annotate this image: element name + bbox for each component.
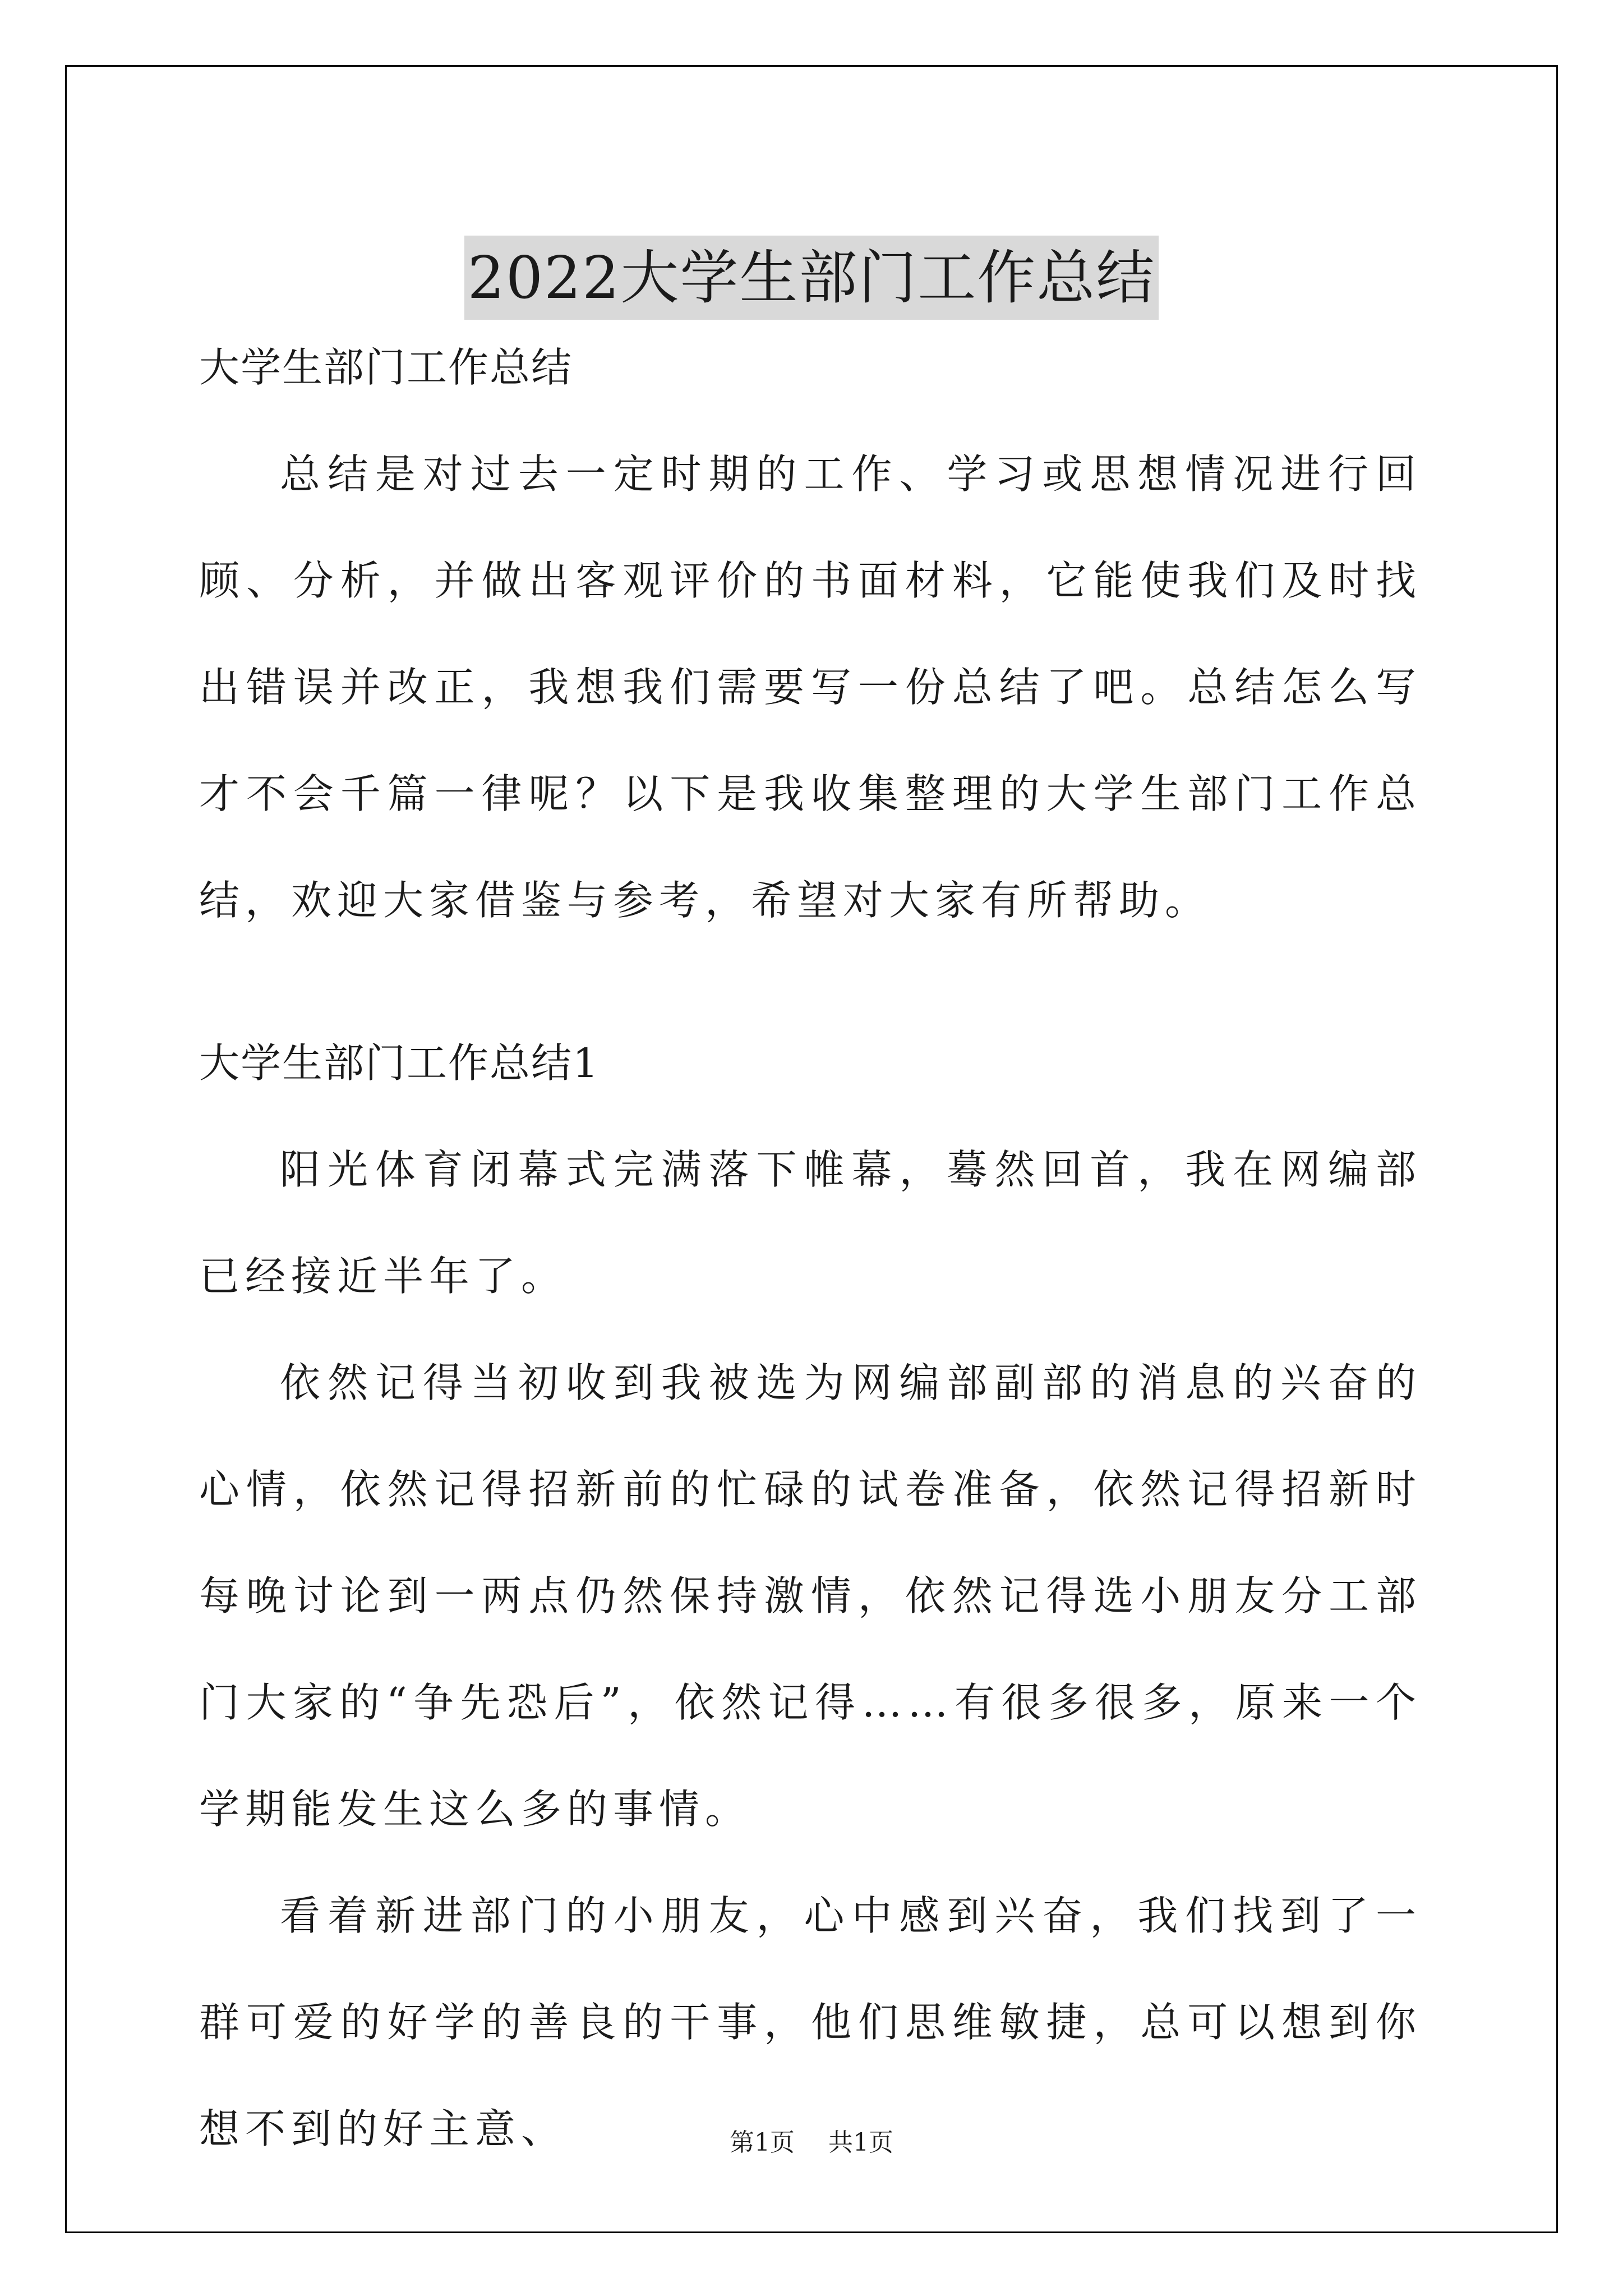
paragraph: 看着新进部门的小朋友，心中感到兴奋，我们找到了一群可爱的好学的善良的干事，他们思维敏捷，总可以想到你想不到的好主意、 [199,1892,1422,2152]
document-title: 2022大学生部门工作总结 [464,236,1159,320]
paragraph: 依然记得当初收到我被选为网编部副部的消息的兴奋的心情，依然记得招新前的忙碌的试卷准备，依然记得招新时每晚讨论到一两点仍然保持激情，依然记得选小朋友分工部门大家的“争先恐后”，依然记得……有很多很多，原来一个学期能发生这么多的事情。 [199,1359,1422,1833]
section-heading: 大学生部门工作总结 [199,344,573,391]
section-spacer [199,954,1422,1010]
page-footer [0,2126,1623,2160]
section-heading: 大学生部门工作总结1 [199,1039,600,1087]
paragraph: 阳光体育闭幕式完满落下帷幕，蓦然回首，我在网编部已经接近半年了。 [199,1146,1422,1300]
page-number: 第1页 [730,2128,795,2157]
document-body [199,314,1422,2182]
page-total: 共1页 [828,2128,893,2157]
paragraph: 总结是对过去一定时期的工作、学习或思想情况进行回顾、分析，并做出客观评价的书面材料，它能使我们及时找出错误并改正，我想我们需要写一份总结了吧。总结怎么写才不会千篇一律呢？以下是我收集整理的大学生部门工作总结，欢迎大家借鉴与参考，希望对大家有所帮助。 [199,450,1422,924]
